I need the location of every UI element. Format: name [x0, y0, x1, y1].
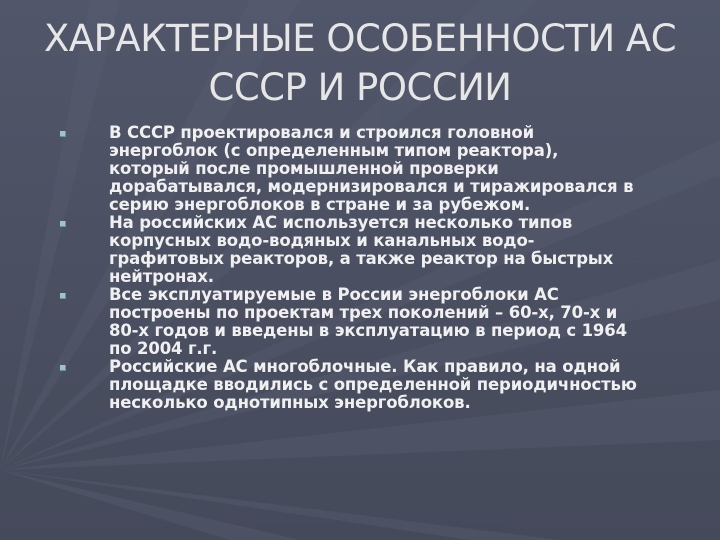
- bullet-line: по 2004 г.г.: [109, 339, 218, 358]
- bullet-line: серию энергоблоков в стране и за рубежом.: [109, 195, 531, 214]
- bullet-list: [60, 124, 696, 412]
- slide-title: [20, 14, 700, 112]
- bullet-line: который после промышленной проверки: [109, 159, 499, 178]
- bullet-line: Российские АС многоблочные. Как правило, на одной: [109, 357, 621, 376]
- square-bullet-icon: [60, 131, 66, 137]
- square-bullet-icon: [60, 365, 66, 371]
- bullet-line: корпусных водо-водяных и канальных водо-: [109, 231, 535, 250]
- bullet-item-1: [60, 124, 696, 214]
- bullet-line: На российских АС используется несколько типов: [109, 213, 573, 232]
- square-bullet-icon: [60, 221, 66, 227]
- square-bullet-icon: [60, 293, 66, 299]
- bullet-item-4: [60, 358, 696, 412]
- bullet-line: несколько однотипных энергоблоков.: [109, 393, 471, 412]
- bullet-line: графитовых реакторов, а также реактор на быстрых: [109, 249, 614, 268]
- bullet-line: дорабатывался, модернизировался и тиражировался в: [109, 177, 634, 196]
- bullet-line: площадке вводились с определенной периодичностью: [109, 375, 637, 394]
- bullet-line: нейтронах.: [109, 267, 214, 286]
- bullet-line: энергоблок (с определенным типом реактора),: [109, 141, 559, 160]
- slide-title-line-1: ХАРАКТЕРНЫЕ ОСОБЕННОСТИ АС: [43, 17, 677, 60]
- bullet-line: Все эксплуатируемые в России энергоблоки АС: [109, 285, 559, 304]
- bullet-line: построены по проектам трех поколений – 60-х, 70-х и: [109, 303, 618, 322]
- bullet-item-3: [60, 286, 696, 358]
- bullet-line: В СССР проектировался и строился головной: [109, 123, 535, 142]
- bullet-item-2: [60, 214, 696, 286]
- slide-title-line-2: СССР И РОССИИ: [208, 66, 512, 109]
- bullet-line: 80-х годов и введены в эксплуатацию в период с 1964: [109, 321, 627, 340]
